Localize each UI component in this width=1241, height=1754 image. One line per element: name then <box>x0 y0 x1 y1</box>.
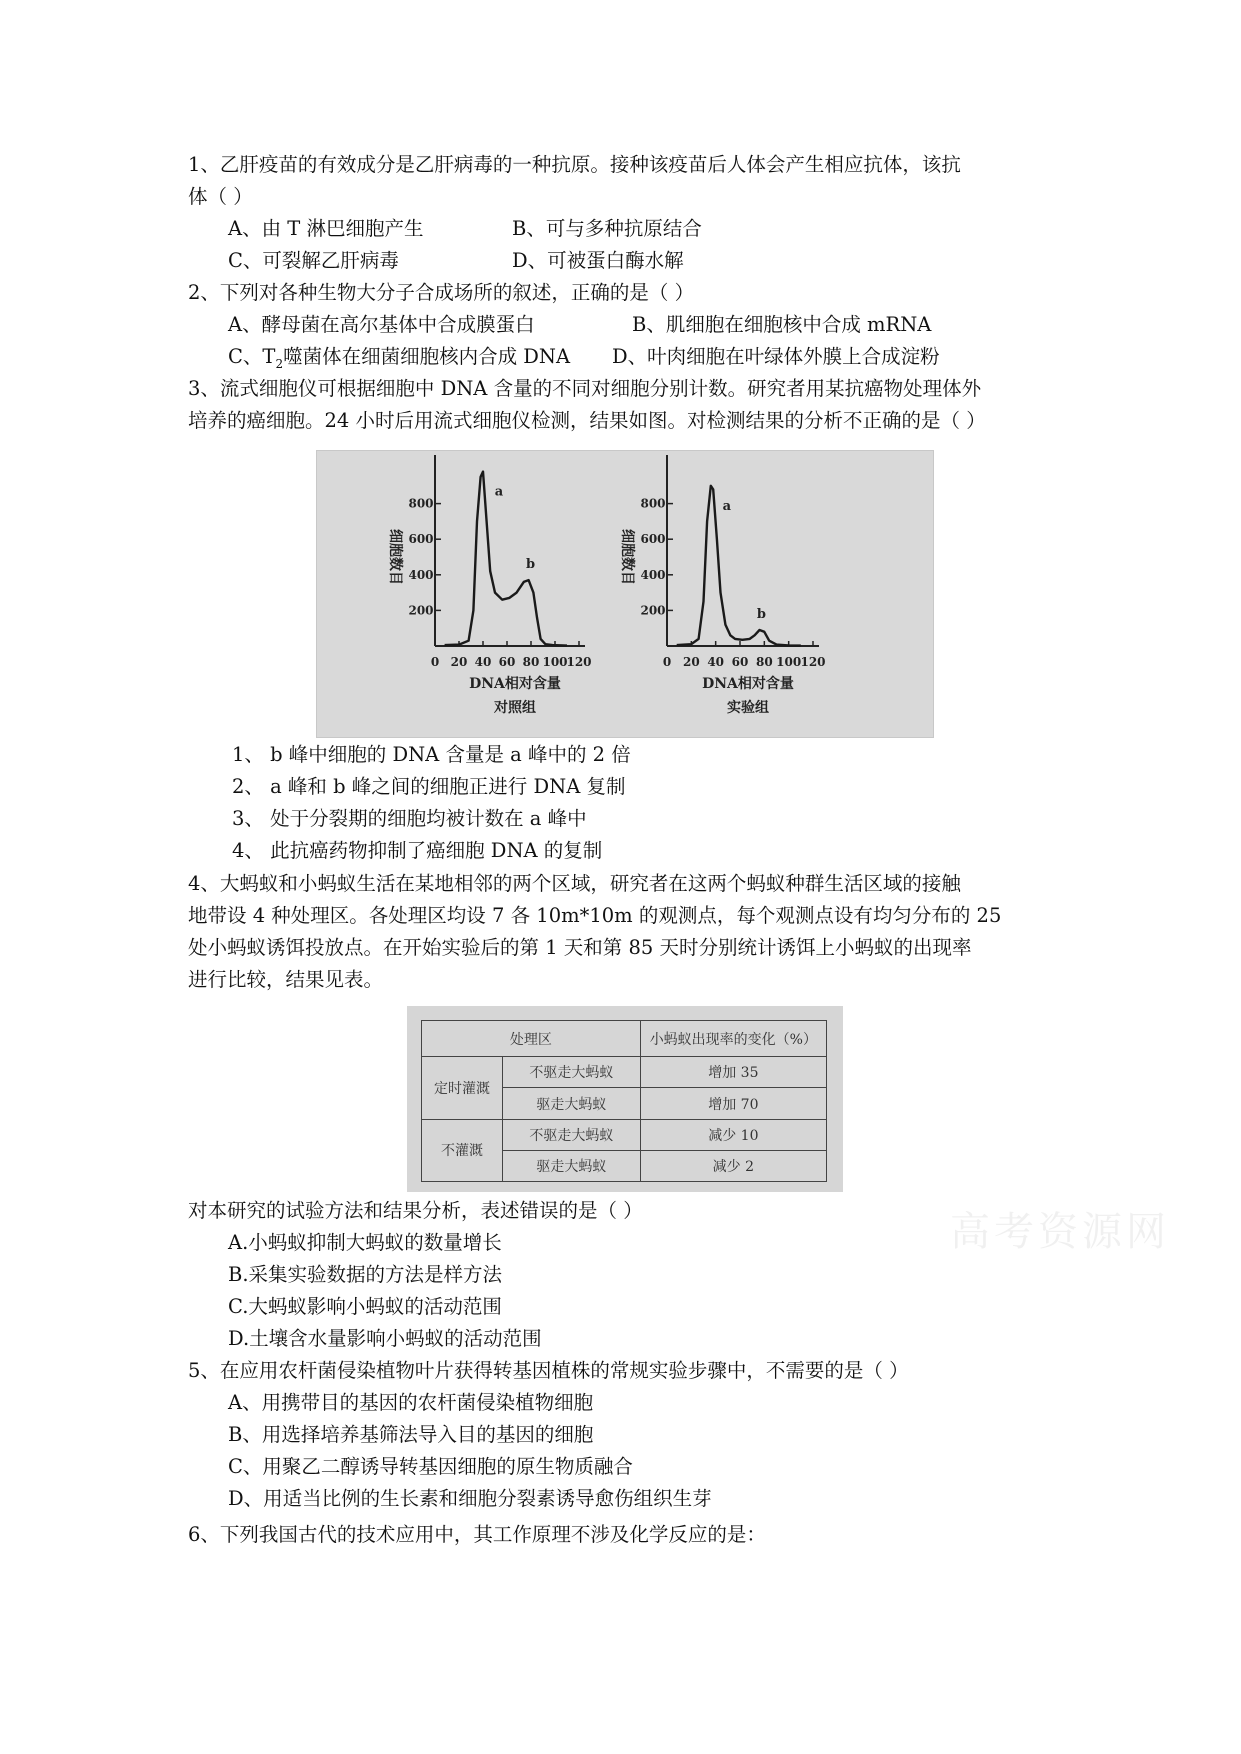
table-cell: 增加 70 <box>640 1088 826 1119</box>
q3-option-2: 2、 a 峰和 b 峰之间的细胞正进行 DNA 复制 <box>232 775 626 798</box>
q2-option-c: C、$T_2$噬菌体在细菌细胞核内合成 DNA <box>228 345 571 371</box>
x-tick-label: 20 <box>450 655 468 669</box>
q3-stem-line2: 培养的癌细胞。24 小时后用流式细胞仪检测，结果如图。对检测结果的分析不正确的是（ ） <box>188 409 986 432</box>
flow-cytometry-charts <box>317 451 933 737</box>
x-tick-label: 0 <box>662 655 672 669</box>
peak-a-label: a <box>722 498 732 514</box>
q4-stem-line1: 4、大蚂蚁和小蚂蚁生活在某地相邻的两个区域，研究者在这两个蚂蚁种群生活区域的接触 <box>188 872 961 895</box>
table-cell: 驱走大蚂蚁 <box>503 1150 641 1181</box>
ant-experiment-table <box>421 1020 827 1182</box>
q4-option-c: C.大蚂蚁影响小蚂蚁的活动范围 <box>228 1295 502 1318</box>
table-cell: 增加 35 <box>640 1057 826 1088</box>
y-tick-label: 600 <box>408 532 434 547</box>
y-tick-label: 400 <box>640 567 666 582</box>
q2-option-a: A、酵母菌在高尔基体中合成膜蛋白 <box>228 313 535 336</box>
table-cell: 减少 10 <box>640 1119 826 1150</box>
table-cell: 驱走大蚂蚁 <box>503 1088 641 1119</box>
peak-b-label: b <box>526 557 536 573</box>
y-tick-label: 400 <box>408 567 434 582</box>
table-cell: 不驱走大蚂蚁 <box>503 1057 641 1088</box>
peak-b-label: b <box>756 606 767 622</box>
x-tick-label: 80 <box>522 655 540 669</box>
peak-a-label: a <box>494 484 504 500</box>
q5-option-a: A、用携带目的基因的农杆菌侵染植物细胞 <box>228 1391 594 1414</box>
q6-stem: 6、下列我国古代的技术应用中，其工作原理不涉及化学反应的是： <box>188 1523 766 1546</box>
q4-option-b: B.采集实验数据的方法是样方法 <box>228 1263 503 1286</box>
watermark: 高考资源网 <box>950 1209 1170 1255</box>
q3-stem-line1: 3、流式细胞仪可根据细胞中 DNA 含量的不同对细胞分别计数。研究者用某抗癌物处理体外 <box>188 377 982 400</box>
y-tick-label: 800 <box>408 496 434 511</box>
x-tick-label: 80 <box>755 655 773 669</box>
y-axis-label: 细胞数目 <box>387 529 403 585</box>
x-tick-label: 20 <box>682 655 700 669</box>
q1-option-b: B、可与多种抗原结合 <box>512 217 702 240</box>
y-tick-label: 200 <box>408 603 434 618</box>
y-tick-label: 800 <box>640 496 666 511</box>
x-tick-label: 40 <box>474 655 492 669</box>
q5-option-b: B、用选择培养基筛法导入目的基因的细胞 <box>228 1423 594 1446</box>
q4-ask: 对本研究的试验方法和结果分析，表述错误的是（ ） <box>188 1199 643 1222</box>
x-tick-label: 120 <box>566 655 592 669</box>
x-axis-label: DNA相对含量 <box>469 676 561 692</box>
x-tick-label: 60 <box>731 655 749 669</box>
dna-curve-series <box>445 472 567 646</box>
flow-cytometry-figure <box>316 450 934 738</box>
q1-option-a: A、由 T 淋巴细胞产生 <box>228 217 424 240</box>
x-tick-label: 0 <box>430 655 440 669</box>
table-cell: 不驱走大蚂蚁 <box>503 1119 641 1150</box>
chart-title: 实验组 <box>727 700 769 716</box>
x-tick-label: 100 <box>776 655 802 669</box>
x-tick-label: 100 <box>542 655 568 669</box>
q5-option-d: D、用适当比例的生长素和细胞分裂素诱导愈伤组织生芽 <box>228 1487 712 1510</box>
table-cell: 减少 2 <box>640 1150 826 1181</box>
q1-stem-line1: 1、乙肝疫苗的有效成分是乙肝病毒的一种抗原。接种该疫苗后人体会产生相应抗体，该抗 <box>188 153 961 176</box>
q3-option-1: 1、 b 峰中细胞的 DNA 含量是 a 峰中的 2 倍 <box>232 743 631 766</box>
q4-stem-line4: 进行比较，结果见表。 <box>188 968 384 991</box>
q5-stem: 5、在应用农杆菌侵染植物叶片获得转基因植株的常规实验步骤中，不需要的是（ ） <box>188 1359 909 1382</box>
ant-experiment-table-photo <box>407 1006 843 1192</box>
y-tick-label: 600 <box>640 532 666 547</box>
x-axis-label: DNA相对含量 <box>702 676 794 692</box>
x-tick-label: 120 <box>800 655 826 669</box>
q4-stem-line2: 地带设 4 种处理区。各处理区均设 7 各 10m*10m 的观测点，每个观测点设有均匀分布的 25 <box>188 904 1002 927</box>
dna-curve-series <box>677 486 801 646</box>
table-group-not-irrigated: 不灌溉 <box>422 1119 503 1181</box>
q3-option-4: 4、 此抗癌药物抑制了癌细胞 DNA 的复制 <box>232 839 603 862</box>
chart-title: 对照组 <box>494 700 536 716</box>
q4-stem-line3: 处小蚂蚁诱饵投放点。在开始实验后的第 1 天和第 85 天时分别统计诱饵上小蚂蚁的出现率 <box>188 936 972 959</box>
q4-option-d: D.土壤含水量影响小蚂蚁的活动范围 <box>228 1327 542 1350</box>
q2-stem: 2、下列对各种生物大分子合成场所的叙述，正确的是（ ） <box>188 281 695 304</box>
y-axis-label: 细胞数目 <box>619 529 635 585</box>
x-tick-label: 40 <box>707 655 725 669</box>
table-header-zone: 处理区 <box>422 1021 641 1057</box>
q4-option-a: A.小蚂蚁抑制大蚂蚁的数量增长 <box>228 1231 502 1254</box>
table-group-irrigated: 定时灌溉 <box>422 1057 503 1119</box>
q3-option-3: 3、 处于分裂期的细胞均被计数在 a 峰中 <box>232 807 587 830</box>
q1-option-c: C、可裂解乙肝病毒 <box>228 249 399 272</box>
q2-option-b: B、肌细胞在细胞核中合成 mRNA <box>632 313 932 336</box>
q1-option-d: D、可被蛋白酶水解 <box>512 249 684 272</box>
q1-stem-line2: 体（ ） <box>188 185 253 208</box>
q5-option-c: C、用聚乙二醇诱导转基因细胞的原生物质融合 <box>228 1455 633 1478</box>
table-header-change: 小蚂蚁出现率的变化（%） <box>640 1021 826 1057</box>
q2-option-d: D、叶肉细胞在叶绿体外膜上合成淀粉 <box>612 345 940 368</box>
x-tick-label: 60 <box>498 655 516 669</box>
y-tick-label: 200 <box>640 603 666 618</box>
